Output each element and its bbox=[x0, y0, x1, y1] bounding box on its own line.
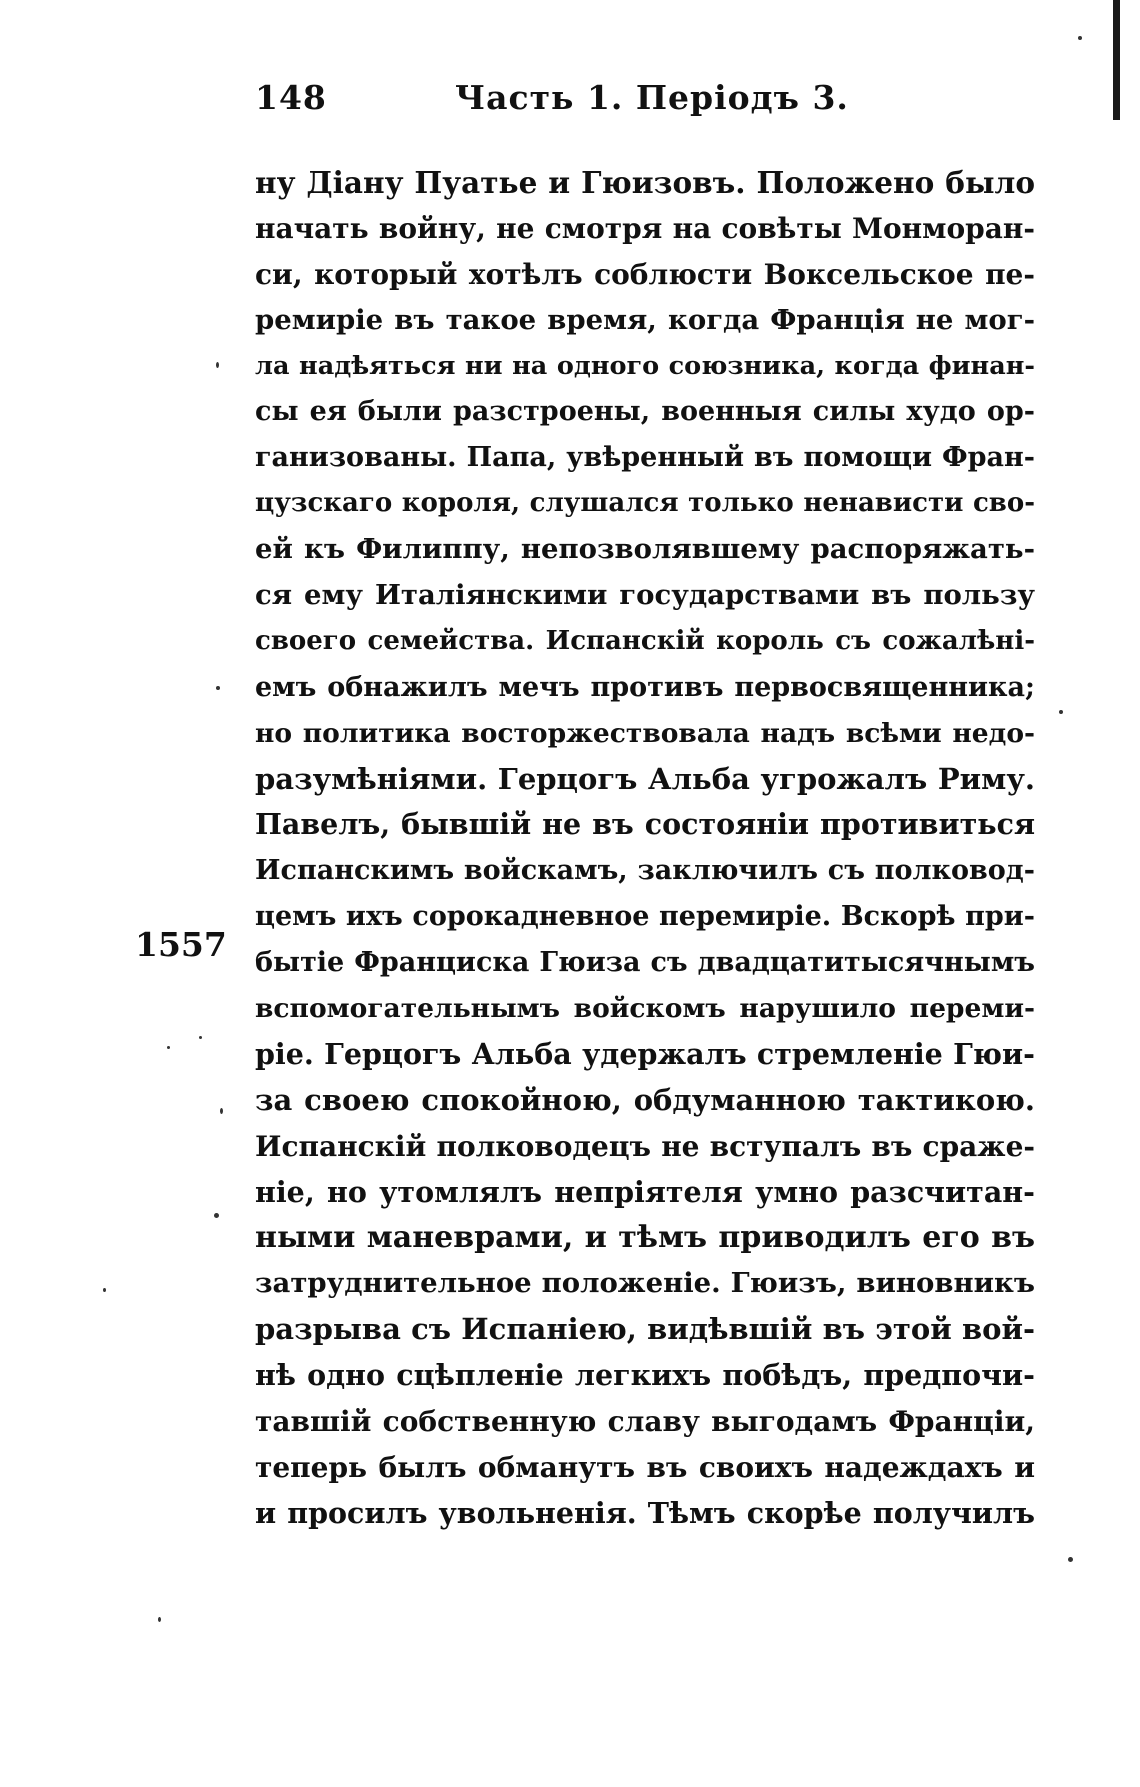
text-line: ну Діану Пуатье и Гюизовъ. Положено было bbox=[255, 165, 1035, 200]
text-line: за своею спокойною, обдуманною тактикою. bbox=[255, 1082, 1035, 1117]
text-line: нѣ одно сцѣпленіе легкихъ побѣдъ, предпочи- bbox=[255, 1358, 1035, 1393]
text-line: разрыва съ Испаніею, видѣвшій въ этой вой- bbox=[255, 1312, 1035, 1347]
text-line: разумѣніями. Герцогъ Альба угрожалъ Риму. bbox=[255, 761, 1035, 796]
scan-speck bbox=[167, 1046, 170, 1049]
scan-speck bbox=[103, 1288, 106, 1292]
scan-speck bbox=[1059, 710, 1063, 714]
page-number: 148 bbox=[255, 78, 327, 117]
text-line: си, который хотѣлъ соблюсти Воксельское пе- bbox=[255, 257, 1035, 291]
text-line: тавшій собственную славу выгодамъ Франціи, bbox=[255, 1405, 1035, 1439]
body-text bbox=[255, 160, 1035, 1537]
text-line: ла надѣяться ни на одного союзника, когда финан- bbox=[255, 350, 1035, 381]
text-line: ей къ Филиппу, непозволявшему распоряжать- bbox=[255, 533, 1035, 566]
text-line: ріе. Герцогъ Альба удержалъ стремленіе Гюи- bbox=[255, 1036, 1035, 1071]
page-edge-shadow bbox=[1113, 0, 1120, 120]
text-line: емъ обнажилъ мечъ противъ первосвященника; bbox=[255, 671, 1035, 703]
scan-speck bbox=[158, 1617, 161, 1622]
scan-speck bbox=[1068, 1557, 1073, 1562]
text-line: ными маневрами, и тѣмъ приводилъ его въ bbox=[255, 1220, 1035, 1256]
text-line: ремиріе въ такое время, когда Франція не мог- bbox=[255, 303, 1035, 336]
text-line: Испанскій полководецъ не вступалъ въ сраже- bbox=[255, 1129, 1035, 1163]
text-line: сы ея были разстроены, военныя силы худо ор- bbox=[255, 396, 1035, 428]
running-head: Часть 1. Періодъ 3. bbox=[455, 78, 849, 117]
text-line: цузскаго короля, слушался только ненависти сво- bbox=[255, 488, 1035, 519]
page-header bbox=[255, 78, 1035, 128]
scan-speck bbox=[1078, 36, 1082, 40]
text-line: ся ему Италіянскими государствами въ пользу bbox=[255, 579, 1035, 612]
text-line: вспомогательнымъ войскомъ нарушило переми- bbox=[255, 993, 1035, 1025]
scan-speck bbox=[216, 362, 219, 368]
scan-speck bbox=[214, 1213, 219, 1218]
text-line: Испанскимъ войскамъ, заключилъ съ полковод- bbox=[255, 855, 1035, 887]
scan-speck bbox=[220, 1108, 223, 1114]
scan-speck bbox=[216, 686, 220, 690]
text-line: ганизованы. Папа, увѣренный въ помощи Фран- bbox=[255, 442, 1035, 474]
text-line: бытіе Франциска Гюиза съ двадцатитысячнымъ bbox=[255, 947, 1035, 979]
scan-speck bbox=[199, 1036, 202, 1039]
text-line: но политика восторжествовала надъ всѣми недо- bbox=[255, 717, 1035, 749]
text-line: и просилъ увольненія. Тѣмъ скорѣе получилъ bbox=[255, 1495, 1035, 1530]
margin-year-note: 1557 bbox=[135, 925, 227, 964]
text-line: цемъ ихъ сорокадневное перемиріе. Вскорѣ при- bbox=[255, 901, 1035, 933]
text-line: затруднительное положеніе. Гюизъ, виновникъ bbox=[255, 1267, 1035, 1300]
text-line: ніе, но утомлялъ непріятеля умно разсчитан- bbox=[255, 1174, 1035, 1209]
text-line: теперь былъ обманутъ въ своихъ надеждахъ и bbox=[255, 1450, 1035, 1484]
text-line: начать войну, не смотря на совѣты Монморан- bbox=[255, 211, 1035, 245]
text-line: своего семейства. Испанскій король съ сожалѣні- bbox=[255, 625, 1035, 656]
text-line: Павелъ, бывшій не въ состояніи противиться bbox=[255, 807, 1035, 842]
